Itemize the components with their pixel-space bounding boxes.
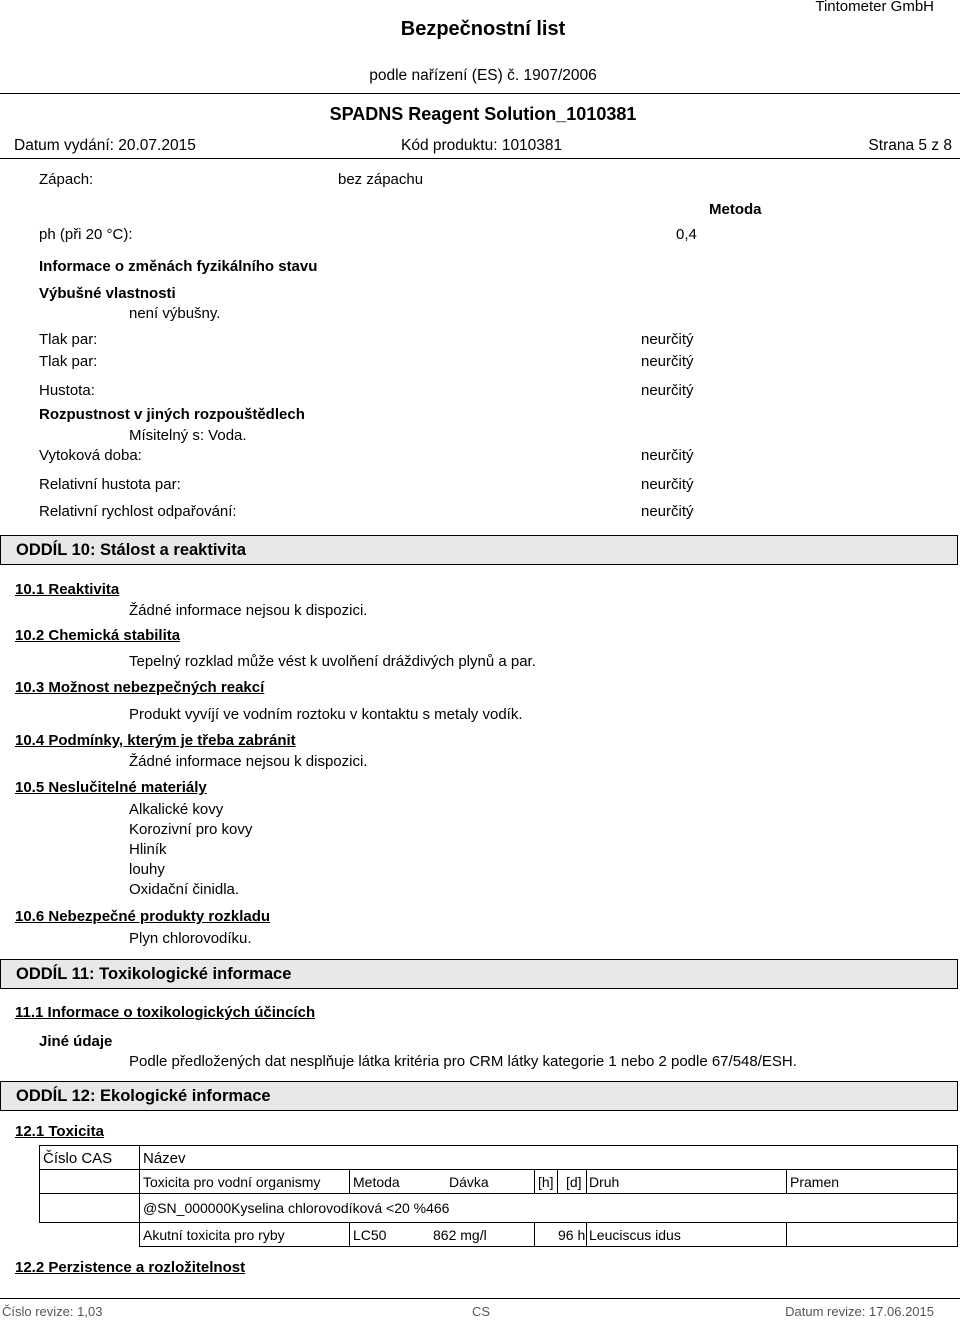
row-duration: 96 h [558, 1227, 586, 1243]
revision-number: Číslo revize: 1,03 [2, 1304, 103, 1319]
col-h-header: [h] [538, 1174, 554, 1190]
substance-name: @SN_000000Kyselina chlorovodíková <20 %466 [143, 1200, 450, 1216]
row-method: LC50 [353, 1227, 387, 1243]
table-header-name-cell [139, 1145, 958, 1170]
rel-vapor-density-value: neurčitý [641, 476, 694, 493]
s10-5-item: Alkalické kovy [129, 801, 224, 818]
col-cas-header: Číslo CAS [43, 1150, 113, 1167]
col-species-header: Druh [589, 1174, 620, 1190]
odor-label: Zápach: [39, 171, 94, 188]
s10-4-text: Žádné informace nejsou k dispozici. [129, 753, 368, 770]
col-name-header: Název [143, 1150, 186, 1167]
s10-6-text: Plyn chlorovodíku. [129, 930, 252, 947]
s11-1-title: 11.1 Informace o toxikologických účincích [15, 1004, 316, 1021]
s10-5-title: 10.5 Neslučitelné materiály [15, 779, 207, 796]
product-name: SPADNS Reagent Solution_1010381 [329, 104, 637, 124]
section-10-title: ODDÍL 10: Stálost a reaktivita [16, 541, 246, 559]
solubility-title: Rozpustnost v jiných rozpouštědlech [39, 406, 305, 423]
method-header: Metoda [709, 201, 762, 218]
col-d-header: [d] [566, 1174, 582, 1190]
col-source-header: Pramen [790, 1174, 840, 1190]
col-method-header: Metoda [353, 1174, 400, 1190]
col-dose-header: Dávka [449, 1174, 489, 1190]
company-name: Tintometer GmbH [815, 0, 934, 15]
s10-6-title: 10.6 Nebezpečné produkty rozkladu [15, 908, 271, 925]
density-label: Hustota: [39, 382, 95, 399]
rel-vapor-density-label: Relativní hustota par: [39, 476, 181, 493]
col-toxicity-header: Toxicita pro vodní organismy [143, 1174, 321, 1190]
table-cell [786, 1222, 958, 1247]
table-row [39, 1169, 140, 1194]
footer-rule [0, 1298, 960, 1299]
section-11-header [0, 959, 958, 989]
revision-date: Datum revize: 17.06.2015 [785, 1304, 934, 1319]
issue-date: Datum vydání: 20.07.2015 [14, 137, 196, 154]
row-species: Leuciscus idus [589, 1227, 681, 1243]
solubility-value: Mísitelný s: Voda. [129, 427, 247, 444]
s10-5-item: Hliník [129, 841, 167, 858]
explosive-value: není výbušny. [129, 305, 221, 322]
s10-1-text: Žádné informace nejsou k dispozici. [129, 602, 368, 619]
ph-value: 0,4 [676, 226, 697, 243]
ph-label: ph (při 20 °C): [39, 226, 133, 243]
s10-5-item: Korozivní pro kovy [129, 821, 253, 838]
s10-3-title: 10.3 Možnost nebezpečných reakcí [15, 679, 265, 696]
vapor-pressure-value-1: neurčitý [641, 331, 694, 348]
section-12-title: ODDÍL 12: Ekologické informace [16, 1087, 271, 1105]
density-value: neurčitý [641, 382, 694, 399]
explosive-title: Výbušné vlastnosti [39, 285, 176, 302]
s10-3-text: Produkt vyvíjí ve vodním roztoku v kontaktu s metaly vodík. [129, 706, 523, 723]
section-10-header [0, 535, 958, 565]
document-title: Bezpečnostní list [400, 18, 566, 40]
product-code: Kód produktu: 1010381 [401, 137, 563, 154]
s10-4-title: 10.4 Podmínky, kterým je třeba zabránit [15, 732, 296, 749]
s10-2-title: 10.2 Chemická stabilita [15, 627, 181, 644]
regulation: podle nařízení (ES) č. 1907/2006 [369, 67, 597, 84]
rel-evap-rate-label: Relativní rychlost odpařování: [39, 503, 237, 520]
section-11-title: ODDÍL 11: Toxikologické informace [16, 965, 292, 983]
s12-2-title: 12.2 Perzistence a rozložitelnost [15, 1259, 246, 1276]
section-12-header [0, 1081, 958, 1111]
flow-time-label: Vytoková doba: [39, 447, 142, 464]
page-number: Strana 5 z 8 [868, 137, 952, 154]
s10-2-text: Tepelný rozklad může vést k uvolňení dráždivých plynů a par. [129, 653, 536, 670]
s12-1-title: 12.1 Toxicita [15, 1123, 104, 1140]
phys-change-title: Informace o změnách fyzikálního stavu [39, 258, 318, 275]
s10-5-item: Oxidační činidla. [129, 881, 240, 898]
vapor-pressure-label-1: Tlak par: [39, 331, 98, 348]
s10-5-item: louhy [129, 861, 165, 878]
odor-value: bez zápachu [338, 171, 424, 188]
s10-1-title: 10.1 Reaktivita [15, 581, 120, 598]
vapor-pressure-value-2: neurčitý [641, 353, 694, 370]
row-toxicity: Akutní toxicita pro ryby [143, 1227, 285, 1243]
other-data-text: Podle předložených dat nesplňuje látka kritéria pro CRM látky kategorie 1 nebo 2 podle 67/548/ESH. [129, 1053, 797, 1070]
header-rule-bottom [0, 158, 960, 159]
row-dose: 862 mg/l [433, 1227, 487, 1243]
rel-evap-rate-value: neurčitý [641, 503, 694, 520]
language-code: CS [472, 1304, 491, 1319]
other-data-label: Jiné údaje [39, 1033, 113, 1050]
vapor-pressure-label-2: Tlak par: [39, 353, 98, 370]
header-rule-top [0, 93, 960, 94]
table-row [39, 1193, 140, 1223]
flow-time-value: neurčitý [641, 447, 694, 464]
